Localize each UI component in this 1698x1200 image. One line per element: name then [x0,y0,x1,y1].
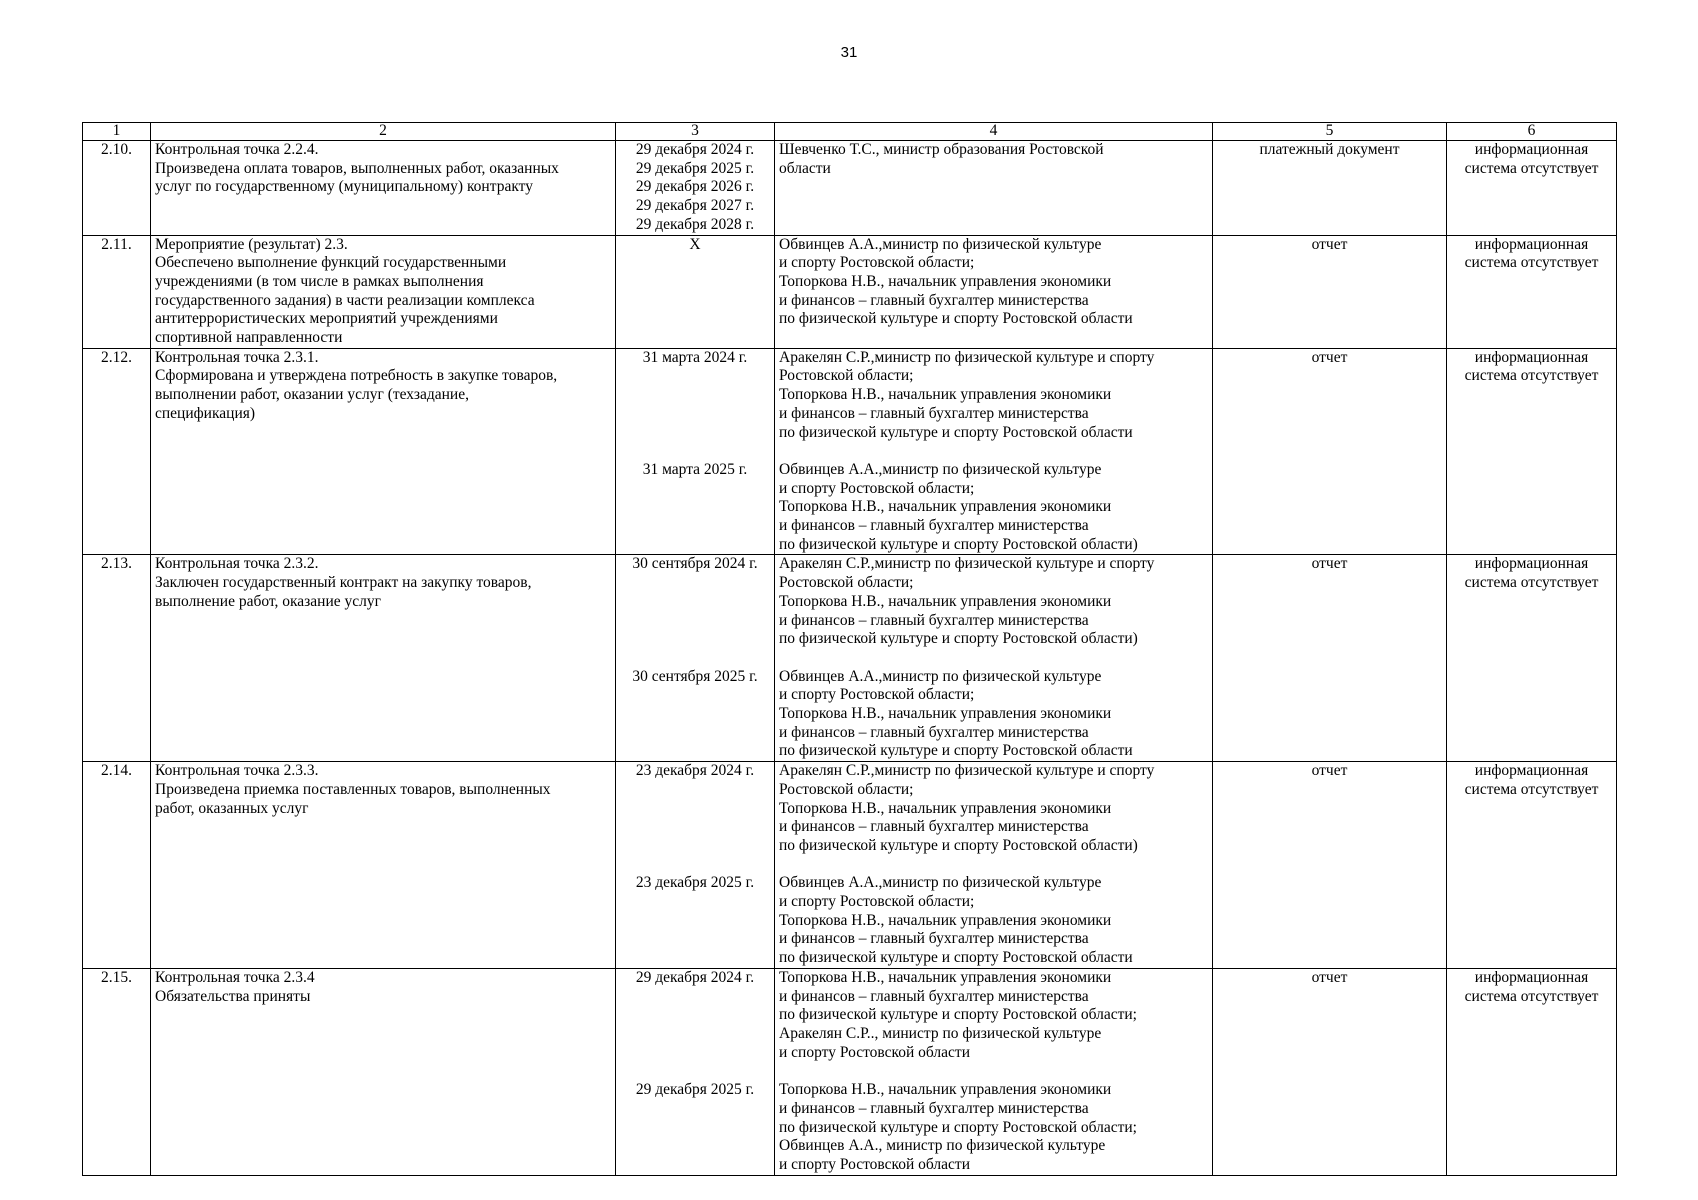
row-responsible [775,968,1213,1175]
row-responsible [775,762,1213,969]
date-block [620,555,770,648]
spacer [620,273,770,292]
row-number: 2.13. [83,555,151,762]
row-description-line: работ, оказанных услуг [155,799,309,817]
row-description-line: учреждениями (в том числе в рамках выполнения [155,272,484,290]
row-description-line: Произведена приемка поставленных товаров, выполненных [155,780,551,798]
row-description-line: Обязательства приняты [155,987,311,1005]
info-line: информационная [1474,235,1589,253]
responsible-line: области [779,159,831,177]
date: 29 декабря 2024 г. [635,968,755,986]
header-cell: 3 [616,123,775,141]
spacer [620,1156,770,1175]
row-dates [616,348,775,555]
spacer [620,517,770,536]
table-row [83,348,1617,555]
responsible-line: и финансов – главный бухгалтер министерства [779,987,1089,1005]
row-number: 2.12. [83,348,151,555]
spacer [620,386,770,405]
row-info-system [1447,762,1617,969]
spacer [620,837,770,856]
date: 31 марта 2024 г. [642,348,748,366]
spacer [779,856,1208,875]
spacer [620,536,770,555]
responsible-line: и финансов – главный бухгалтер министерства [779,1099,1089,1117]
header-row [83,123,1617,141]
row-dates [616,555,775,762]
responsible-line: Обвинцев А.А.,министр по физической культуре [779,460,1102,478]
table-row [83,235,1617,348]
spacer [620,630,770,649]
header-cell: 2 [151,123,616,141]
responsible-line: и спорту Ростовской области; [779,479,975,497]
responsible-line: Аракелян С.Р.,министр по физической культуре и спорту [779,762,1155,780]
row-description [151,762,616,969]
row-description-line: Заключен государственный контракт на закупку товаров, [155,574,532,592]
date-block [620,1081,770,1174]
spacer [620,1062,770,1081]
row-description-line: спортивной направленности [155,329,343,347]
row-document: отчет [1213,348,1447,555]
table-row [83,141,1617,236]
header-cell: 1 [83,123,151,141]
row-description-line: выполнение работ, оказание услуг [155,592,381,610]
row-responsible [775,141,1213,236]
spacer [620,649,770,668]
responsible-line: Топоркова Н.В., начальник управления экономики [779,272,1112,290]
control-points-table [82,122,1617,1176]
row-title: Мероприятие (результат) 2.3. [155,235,348,253]
date: 29 декабря 2028 г. [635,215,755,233]
row-description-line: Произведена оплата товаров, выполненных работ, оказанных [155,159,559,177]
date: 30 сентября 2024 г. [632,555,758,573]
responsible-block [779,668,1208,762]
spacer [620,612,770,631]
row-document: отчет [1213,555,1447,762]
row-document: платежный документ [1213,141,1447,236]
row-document: отчет [1213,968,1447,1175]
info-line: система отсутствует [1464,367,1599,385]
spacer [620,442,770,461]
info-line: информационная [1474,968,1589,986]
responsible-line: Ростовской области; [779,574,914,592]
spacer [620,930,770,949]
row-responsible [775,348,1213,555]
row-description-line: выполнении работ, оказании услуг (техзадание, [155,386,469,404]
spacer [779,178,1208,197]
responsible-line: и спорту Ростовской области; [779,893,975,911]
date-block [620,762,770,855]
responsible-line: Топоркова Н.В., начальник управления экономики [779,968,1112,986]
responsible-line: и финансов – главный бухгалтер министерства [779,291,1089,309]
date: 23 декабря 2024 г. [635,762,755,780]
spacer [779,1062,1208,1081]
row-dates [616,141,775,236]
responsible-line: Обвинцев А.А.,министр по физической культуре [779,667,1102,685]
responsible-block [779,555,1208,649]
header-cell: 4 [775,123,1213,141]
responsible-line: по физической культуре и спорту Ростовской области) [779,836,1138,854]
spacer [620,574,770,593]
row-number: 2.15. [83,968,151,1175]
table-row [83,555,1617,762]
responsible-block [779,762,1208,856]
header-cell: 5 [1213,123,1447,141]
info-line: система отсутствует [1464,987,1599,1005]
date: 31 марта 2025 г. [642,460,748,478]
responsible-line: Ростовской области; [779,367,914,385]
responsible-line: и спорту Ростовской области [779,1043,970,1061]
spacer [620,893,770,912]
spacer [779,442,1208,461]
row-title: Контрольная точка 2.3.2. [155,555,319,573]
date: 23 декабря 2025 г. [635,874,755,892]
row-description-line: Сформирована и утверждена потребность в закупке товаров, [155,367,558,385]
responsible-line: по физической культуре и спорту Ростовской области; [779,1006,1137,1024]
spacer [620,724,770,743]
responsible-line: и спорту Ростовской области; [779,686,975,704]
responsible-line: Топоркова Н.В., начальник управления экономики [779,498,1112,516]
row-info-system [1447,555,1617,762]
responsible-line: Топоркова Н.В., начальник управления экономики [779,592,1112,610]
info-line: информационная [1474,555,1589,573]
row-number: 2.11. [83,235,151,348]
info-line: информационная [1474,762,1589,780]
date-block [620,349,770,442]
spacer [620,742,770,761]
row-title: Контрольная точка 2.3.4 [155,968,315,986]
date-block [620,668,770,761]
row-info-system [1447,141,1617,236]
responsible-line: Обвинцев А.А.,министр по физической культуре [779,874,1102,892]
spacer [620,856,770,875]
row-dates [616,235,775,348]
responsible-line: Топоркова Н.В., начальник управления экономики [779,799,1112,817]
responsible-line: по физической культуре и спорту Ростовской области [779,949,1133,967]
table-row [83,762,1617,969]
responsible-line: по физической культуре и спорту Ростовской области) [779,630,1138,648]
row-info-system [1447,968,1617,1175]
responsible-line: по физической культуре и спорту Ростовской области [779,310,1133,328]
spacer [620,424,770,443]
responsible-line: по физической культуре и спорту Ростовской области; [779,1118,1137,1136]
row-responsible [775,555,1213,762]
row-description [151,555,616,762]
spacer [620,310,770,329]
spacer [620,818,770,837]
row-description-line: услуг по государственному (муниципальному) контракту [155,178,533,196]
spacer [620,705,770,724]
responsible-block [779,349,1208,443]
table-row [83,968,1617,1175]
spacer [620,254,770,273]
info-line: система отсутствует [1464,574,1599,592]
spacer [779,649,1208,668]
spacer [620,686,770,705]
responsible-line: по физической культуре и спорту Ростовской области) [779,535,1138,553]
row-dates [616,762,775,969]
responsible-line: по физической культуре и спорту Ростовской области [779,423,1133,441]
responsible-line: Топоркова Н.В., начальник управления экономики [779,1081,1112,1099]
row-title: Контрольная точка 2.2.4. [155,141,319,158]
responsible-line: и спорту Ростовской области [779,1155,970,1173]
responsible-line: и финансов – главный бухгалтер министерства [779,930,1089,948]
responsible-line: и спорту Ростовской области; [779,254,975,272]
date: 29 декабря 2027 г. [635,197,755,215]
spacer [620,1118,770,1137]
header-cell: 6 [1447,123,1617,141]
date-block [620,461,770,554]
responsible-block [779,874,1208,968]
spacer [620,593,770,612]
row-description [151,235,616,348]
spacer [620,480,770,499]
info-line: информационная [1474,141,1589,158]
spacer [779,216,1208,235]
row-title: Контрольная точка 2.3.3. [155,762,319,780]
responsible-line: Топоркова Н.В., начальник управления экономики [779,705,1112,723]
responsible-line: Обвинцев А.А.,министр по физической культуре [779,235,1102,253]
spacer [620,292,770,311]
responsible-line: и финансов – главный бухгалтер министерства [779,818,1089,836]
row-document: отчет [1213,235,1447,348]
responsible-line: Топоркова Н.В., начальник управления экономики [779,386,1112,404]
row-info-system [1447,235,1617,348]
responsible-line: Шевченко Т.С., министр образования Ростовской [779,141,1104,158]
spacer [620,912,770,931]
spacer [779,197,1208,216]
responsible-line: Аракелян С.Р.., министр по физической культуре [779,1025,1102,1042]
date: 29 декабря 2025 г. [635,159,755,177]
responsible-line: Ростовской области; [779,780,914,798]
responsible-block [779,236,1208,330]
date: 29 декабря 2024 г. [635,141,755,158]
spacer [620,405,770,424]
spacer [620,949,770,968]
date-block [620,874,770,967]
responsible-line: и финансов – главный бухгалтер министерства [779,404,1089,422]
row-document: отчет [1213,762,1447,969]
responsible-line: и финансов – главный бухгалтер министерства [779,611,1089,629]
spacer [620,988,770,1007]
date-block [620,141,770,235]
spacer [620,1044,770,1063]
row-description-line: Обеспечено выполнение функций государственными [155,254,507,272]
row-dates [616,968,775,1175]
spacer [620,1025,770,1044]
row-description-line: спецификация) [155,404,256,422]
spacer [620,1006,770,1025]
row-number: 2.10. [83,141,151,236]
date-block [620,236,770,329]
row-description-line: государственного задания) в части реализации комплекса [155,291,535,309]
info-line: система отсутствует [1464,254,1599,272]
row-number: 2.14. [83,762,151,969]
spacer [620,1100,770,1119]
date: Х [689,235,701,253]
page-number: 31 [840,44,858,61]
date: 29 декабря 2025 г. [635,1081,755,1099]
responsible-block [779,969,1208,1063]
info-line: система отсутствует [1464,159,1599,177]
responsible-block [779,1081,1208,1175]
spacer [620,498,770,517]
spacer [620,367,770,386]
spacer [620,781,770,800]
date: 30 сентября 2025 г. [632,667,758,685]
responsible-line: и финансов – главный бухгалтер министерства [779,517,1089,535]
row-description [151,348,616,555]
row-description-line: антитеррористических мероприятий учреждениями [155,310,498,328]
spacer [620,800,770,819]
row-title: Контрольная точка 2.3.1. [155,348,319,366]
date-block [620,969,770,1062]
responsible-line: Топоркова Н.В., начальник управления экономики [779,911,1112,929]
info-line: система отсутствует [1464,780,1599,798]
spacer [620,1137,770,1156]
responsible-block [779,141,1208,234]
responsible-block [779,461,1208,555]
date: 29 декабря 2026 г. [635,178,755,196]
responsible-line: Аракелян С.Р.,министр по физической культуре и спорту [779,555,1155,573]
row-info-system [1447,348,1617,555]
info-line: информационная [1474,348,1589,366]
responsible-line: и финансов – главный бухгалтер министерства [779,723,1089,741]
responsible-line: Обвинцев А.А., министр по физической культуре [779,1137,1106,1155]
row-responsible [775,235,1213,348]
row-description [151,141,616,236]
responsible-line: по физической культуре и спорту Ростовской области [779,742,1133,760]
row-description [151,968,616,1175]
responsible-line: Аракелян С.Р.,министр по физической культуре и спорту [779,348,1155,366]
